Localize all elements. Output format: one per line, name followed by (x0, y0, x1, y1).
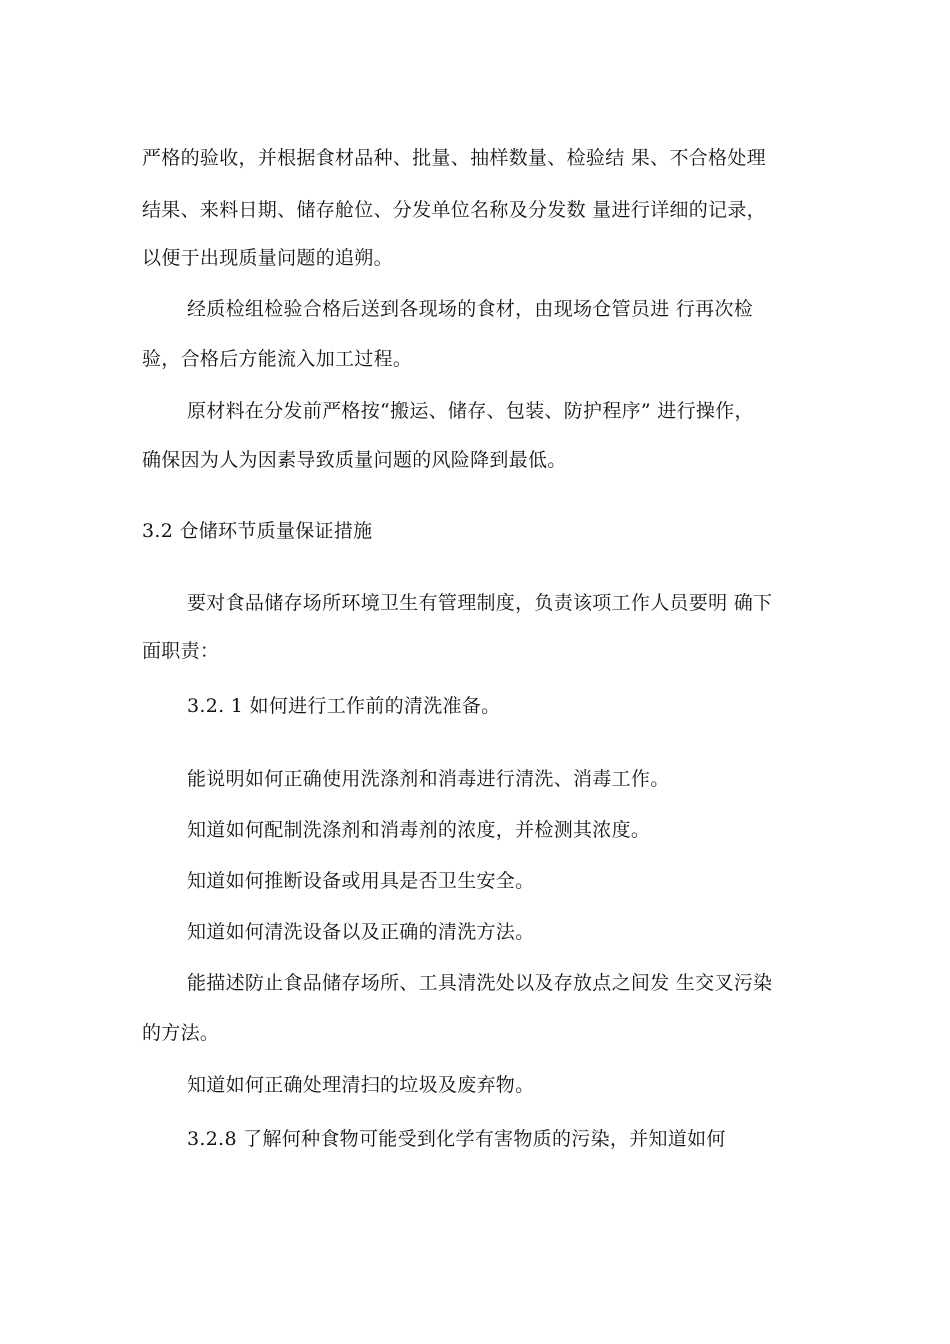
paragraph-line: 原材料在分发前严格按“搬运、储存、包装、防护程序” 进行操作， (187, 400, 754, 422)
list-item: 能描述防止食品储存场所、工具清洗处以及存放点之间发 生交叉污染 (187, 972, 773, 994)
paragraph-line: 验，合格后方能流入加工过程。 (142, 348, 413, 370)
list-item: 知道如何配制洗涤剂和消毒剂的浓度，并检测其浓度。 (187, 819, 651, 841)
list-item: 3.2.8 了解何种食物可能受到化学有害物质的污染，并知道如何 (187, 1128, 726, 1150)
paragraph-line: 经质检组检验合格后送到各现场的食材，由现场仓管员进 行再次检 (187, 298, 754, 320)
list-item: 知道如何推断设备或用具是否卫生安全。 (187, 870, 535, 892)
paragraph-line: 严格的验收，并根据食材品种、批量、抽样数量、检验结 果、不合格处理 (142, 147, 766, 169)
subsection-heading: 3.2. 1 如何进行工作前的清洗准备。 (187, 695, 501, 717)
paragraph-line: 面职责： (142, 640, 220, 662)
paragraph-line: 要对食品储存场所环境卫生有管理制度，负责该项工作人员要明 确下 (187, 592, 773, 614)
list-item: 知道如何正确处理清扫的垃圾及废弃物。 (187, 1074, 535, 1096)
list-item: 知道如何清洗设备以及正确的清洗方法。 (187, 921, 535, 943)
paragraph-line: 确保因为人为因素导致质量问题的风险降到最低。 (142, 449, 567, 471)
list-item-continuation: 的方法。 (142, 1022, 220, 1044)
paragraph-line: 以便于出现质量问题的追朔。 (142, 247, 393, 269)
list-item: 能说明如何正确使用洗涤剂和消毒进行清洗、消毒工作。 (187, 768, 670, 790)
paragraph-line: 结果、来料日期、储存舱位、分发单位名称及分发数 量进行详细的记录， (142, 199, 766, 221)
section-heading: 3.2 仓储环节质量保证措施 (142, 520, 373, 542)
